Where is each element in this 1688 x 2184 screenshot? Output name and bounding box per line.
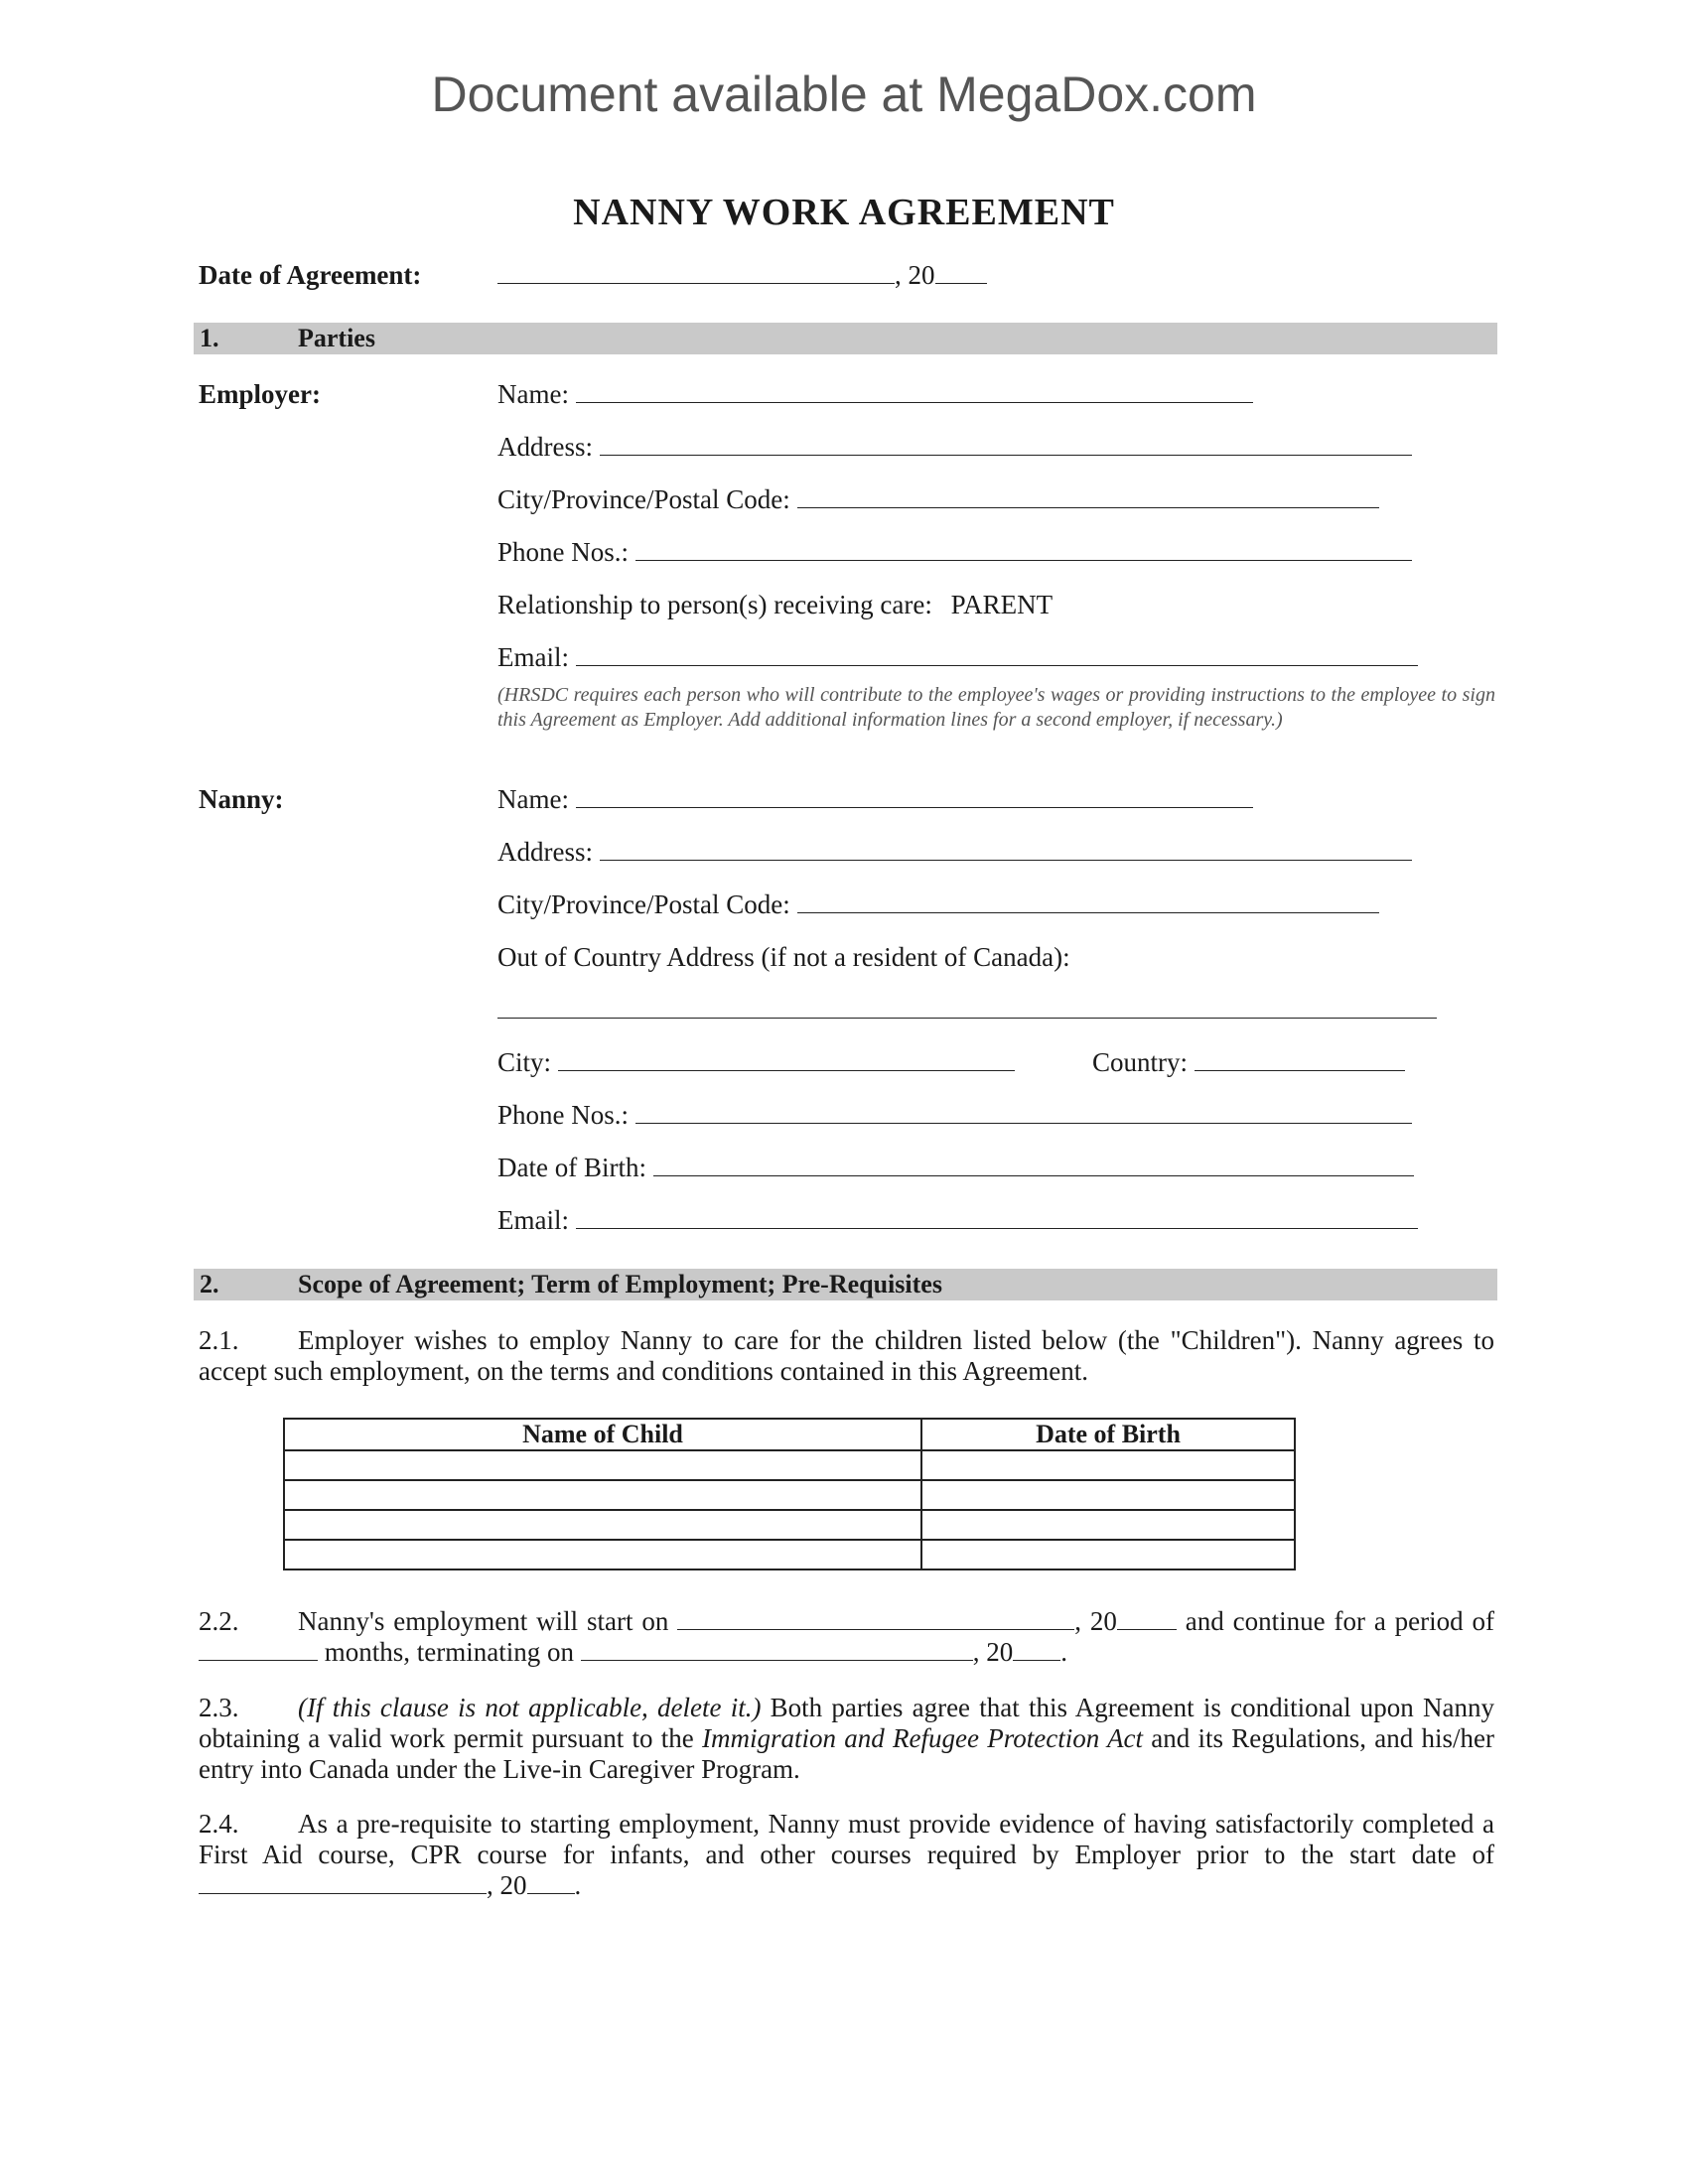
nanny-country-row [1092, 1047, 1405, 1078]
out-of-country-address-field[interactable] [497, 996, 1437, 1019]
employer-email-row [497, 642, 1418, 673]
document-title: NANNY WORK AGREEMENT [573, 192, 1115, 233]
nanny-email-field[interactable] [576, 1206, 1418, 1229]
end-year-field[interactable] [1013, 1638, 1060, 1661]
field-label: Date of Birth: [497, 1153, 646, 1182]
date-blank[interactable] [497, 261, 895, 284]
employer-address-field[interactable] [600, 433, 1412, 456]
employer-relationship-row [497, 590, 1053, 620]
date-year-blank[interactable] [935, 261, 987, 284]
field-label: Email: [497, 642, 569, 672]
children-table [283, 1418, 1296, 1570]
clause-text: Employer wishes to employ Nanny to care for the children listed below (the "Children"). Nanny agrees to accept such employment, on the terms and conditions contained in this Agreement. [199, 1325, 1494, 1386]
clause-text: and continue for a period of [1185, 1606, 1495, 1636]
nanny-heading: Nanny: [199, 784, 284, 814]
employer-phone-field[interactable] [635, 538, 1412, 561]
clause-number: 2.3. [199, 1693, 239, 1722]
employer-city-field[interactable] [797, 485, 1379, 508]
months-field[interactable] [199, 1638, 318, 1661]
nanny-phone-field[interactable] [635, 1101, 1412, 1124]
employer-address-row [497, 432, 1412, 463]
employer-phone-row [497, 537, 1412, 568]
child-dob-cell[interactable] [921, 1540, 1295, 1570]
field-label: Email: [497, 1205, 569, 1235]
start-date-field[interactable] [677, 1607, 1074, 1630]
clause-text: , 20 [972, 1637, 1014, 1667]
end-date-field[interactable] [581, 1638, 973, 1661]
table-header-row [284, 1419, 1295, 1450]
field-label: City/Province/Postal Code: [497, 484, 790, 514]
clause-text: . [574, 1870, 582, 1900]
field-label: Country: [1092, 1047, 1189, 1077]
clause-text: months, terminating on [324, 1637, 574, 1667]
nanny-city2-field[interactable] [558, 1048, 1015, 1071]
clause-2-2 [199, 1606, 1494, 1668]
employer-heading: Employer: [199, 379, 321, 409]
clause-text: As a pre-requisite to starting employment, Nanny must provide evidence of having satisfactorily completed a First Aid course, CPR course for infants, and other courses required by Employer prior to the start date of [199, 1809, 1494, 1869]
clause-2-1 [199, 1325, 1494, 1387]
act-name: Immigration and Refugee Protection Act [702, 1723, 1143, 1753]
field-label: Name: [497, 379, 569, 409]
child-dob-cell[interactable] [921, 1480, 1295, 1510]
field-label: Phone Nos.: [497, 537, 630, 567]
section-title: Parties [298, 324, 375, 352]
source-banner: Document available at MegaDox.com [431, 67, 1257, 122]
nanny-dob-row [497, 1153, 1414, 1183]
table-row [284, 1450, 1295, 1480]
relationship-value: PARENT [950, 590, 1054, 619]
child-name-cell[interactable] [284, 1540, 921, 1570]
clause-text: , 20 [487, 1870, 527, 1900]
nanny-city-field[interactable] [797, 890, 1379, 913]
table-row [284, 1540, 1295, 1570]
clause-text: Both parties agree that this Agreement is conditional upon Nanny obtaining a valid work permit pursuant to the [199, 1693, 1494, 1753]
nanny-phone-row [497, 1100, 1412, 1131]
section-number: 2. [200, 1270, 219, 1298]
nanny-country-field[interactable] [1195, 1048, 1405, 1071]
nanny-city2-row [497, 1047, 1015, 1078]
nanny-dob-field[interactable] [653, 1154, 1414, 1176]
table-row [284, 1480, 1295, 1510]
employer-email-field[interactable] [576, 643, 1418, 666]
field-label: Name: [497, 784, 569, 814]
nanny-address-row [497, 837, 1412, 868]
clause-text: and its Regulations, and his/her entry into Canada under the Live-in Caregiver Program. [199, 1723, 1495, 1784]
employer-name-row [497, 379, 1253, 410]
course-date-field[interactable] [199, 1871, 487, 1894]
clause-number: 2.2. [199, 1606, 239, 1636]
clause-number: 2.1. [199, 1325, 239, 1355]
child-name-cell[interactable] [284, 1450, 921, 1480]
field-label: City/Province/Postal Code: [497, 889, 790, 919]
employer-city-row [497, 484, 1379, 515]
nanny-out-of-country-row [497, 942, 1070, 973]
nanny-name-row [497, 784, 1253, 815]
start-year-field[interactable] [1117, 1607, 1177, 1630]
nanny-email-row [497, 1205, 1418, 1236]
hrsdc-note: (HRSDC requires each person who will contribute to the employee's wages or providing instructions to the employee to sign this Agreement as Employer. Add additional information lines for a second employer, if necessary.) [497, 684, 1495, 731]
child-dob-cell[interactable] [921, 1510, 1295, 1540]
child-name-cell[interactable] [284, 1480, 921, 1510]
clause-2-3 [199, 1693, 1494, 1785]
field-label: City: [497, 1047, 552, 1077]
section-number: 1. [200, 324, 219, 352]
date-of-agreement-field [497, 260, 987, 291]
field-label: Phone Nos.: [497, 1100, 630, 1130]
course-year-field[interactable] [527, 1871, 575, 1894]
section-1-header [194, 323, 1497, 354]
child-name-cell[interactable] [284, 1510, 921, 1540]
clause-2-4 [199, 1809, 1494, 1901]
field-label: Relationship to person(s) receiving care: [497, 590, 932, 619]
nanny-name-field[interactable] [576, 785, 1253, 808]
nanny-out-of-country-line [497, 995, 1437, 1025]
nanny-address-field[interactable] [600, 838, 1412, 861]
date-year-prefix: , 20 [895, 260, 935, 290]
table-row [284, 1510, 1295, 1540]
child-dob-cell[interactable] [921, 1450, 1295, 1480]
clause-number: 2.4. [199, 1809, 239, 1839]
employer-name-field[interactable] [576, 380, 1253, 403]
col-name-of-child: Name of Child [284, 1419, 921, 1450]
field-label: Out of Country Address (if not a resident of Canada): [497, 942, 1070, 972]
date-of-agreement-row [199, 260, 421, 291]
clause-text: . [1060, 1637, 1067, 1667]
field-label: Address: [497, 837, 593, 867]
nanny-city-row [497, 889, 1379, 920]
field-label: Address: [497, 432, 593, 462]
section-2-header [194, 1269, 1497, 1300]
clause-text: , 20 [1074, 1606, 1117, 1636]
date-of-agreement-label: Date of Agreement: [199, 260, 422, 290]
clause-text: Nanny's employment will start on [298, 1606, 669, 1636]
col-date-of-birth: Date of Birth [921, 1419, 1295, 1450]
clause-instruction: (If this clause is not applicable, delete it.) [298, 1693, 762, 1722]
section-title: Scope of Agreement; Term of Employment; Pre-Requisites [298, 1270, 942, 1298]
